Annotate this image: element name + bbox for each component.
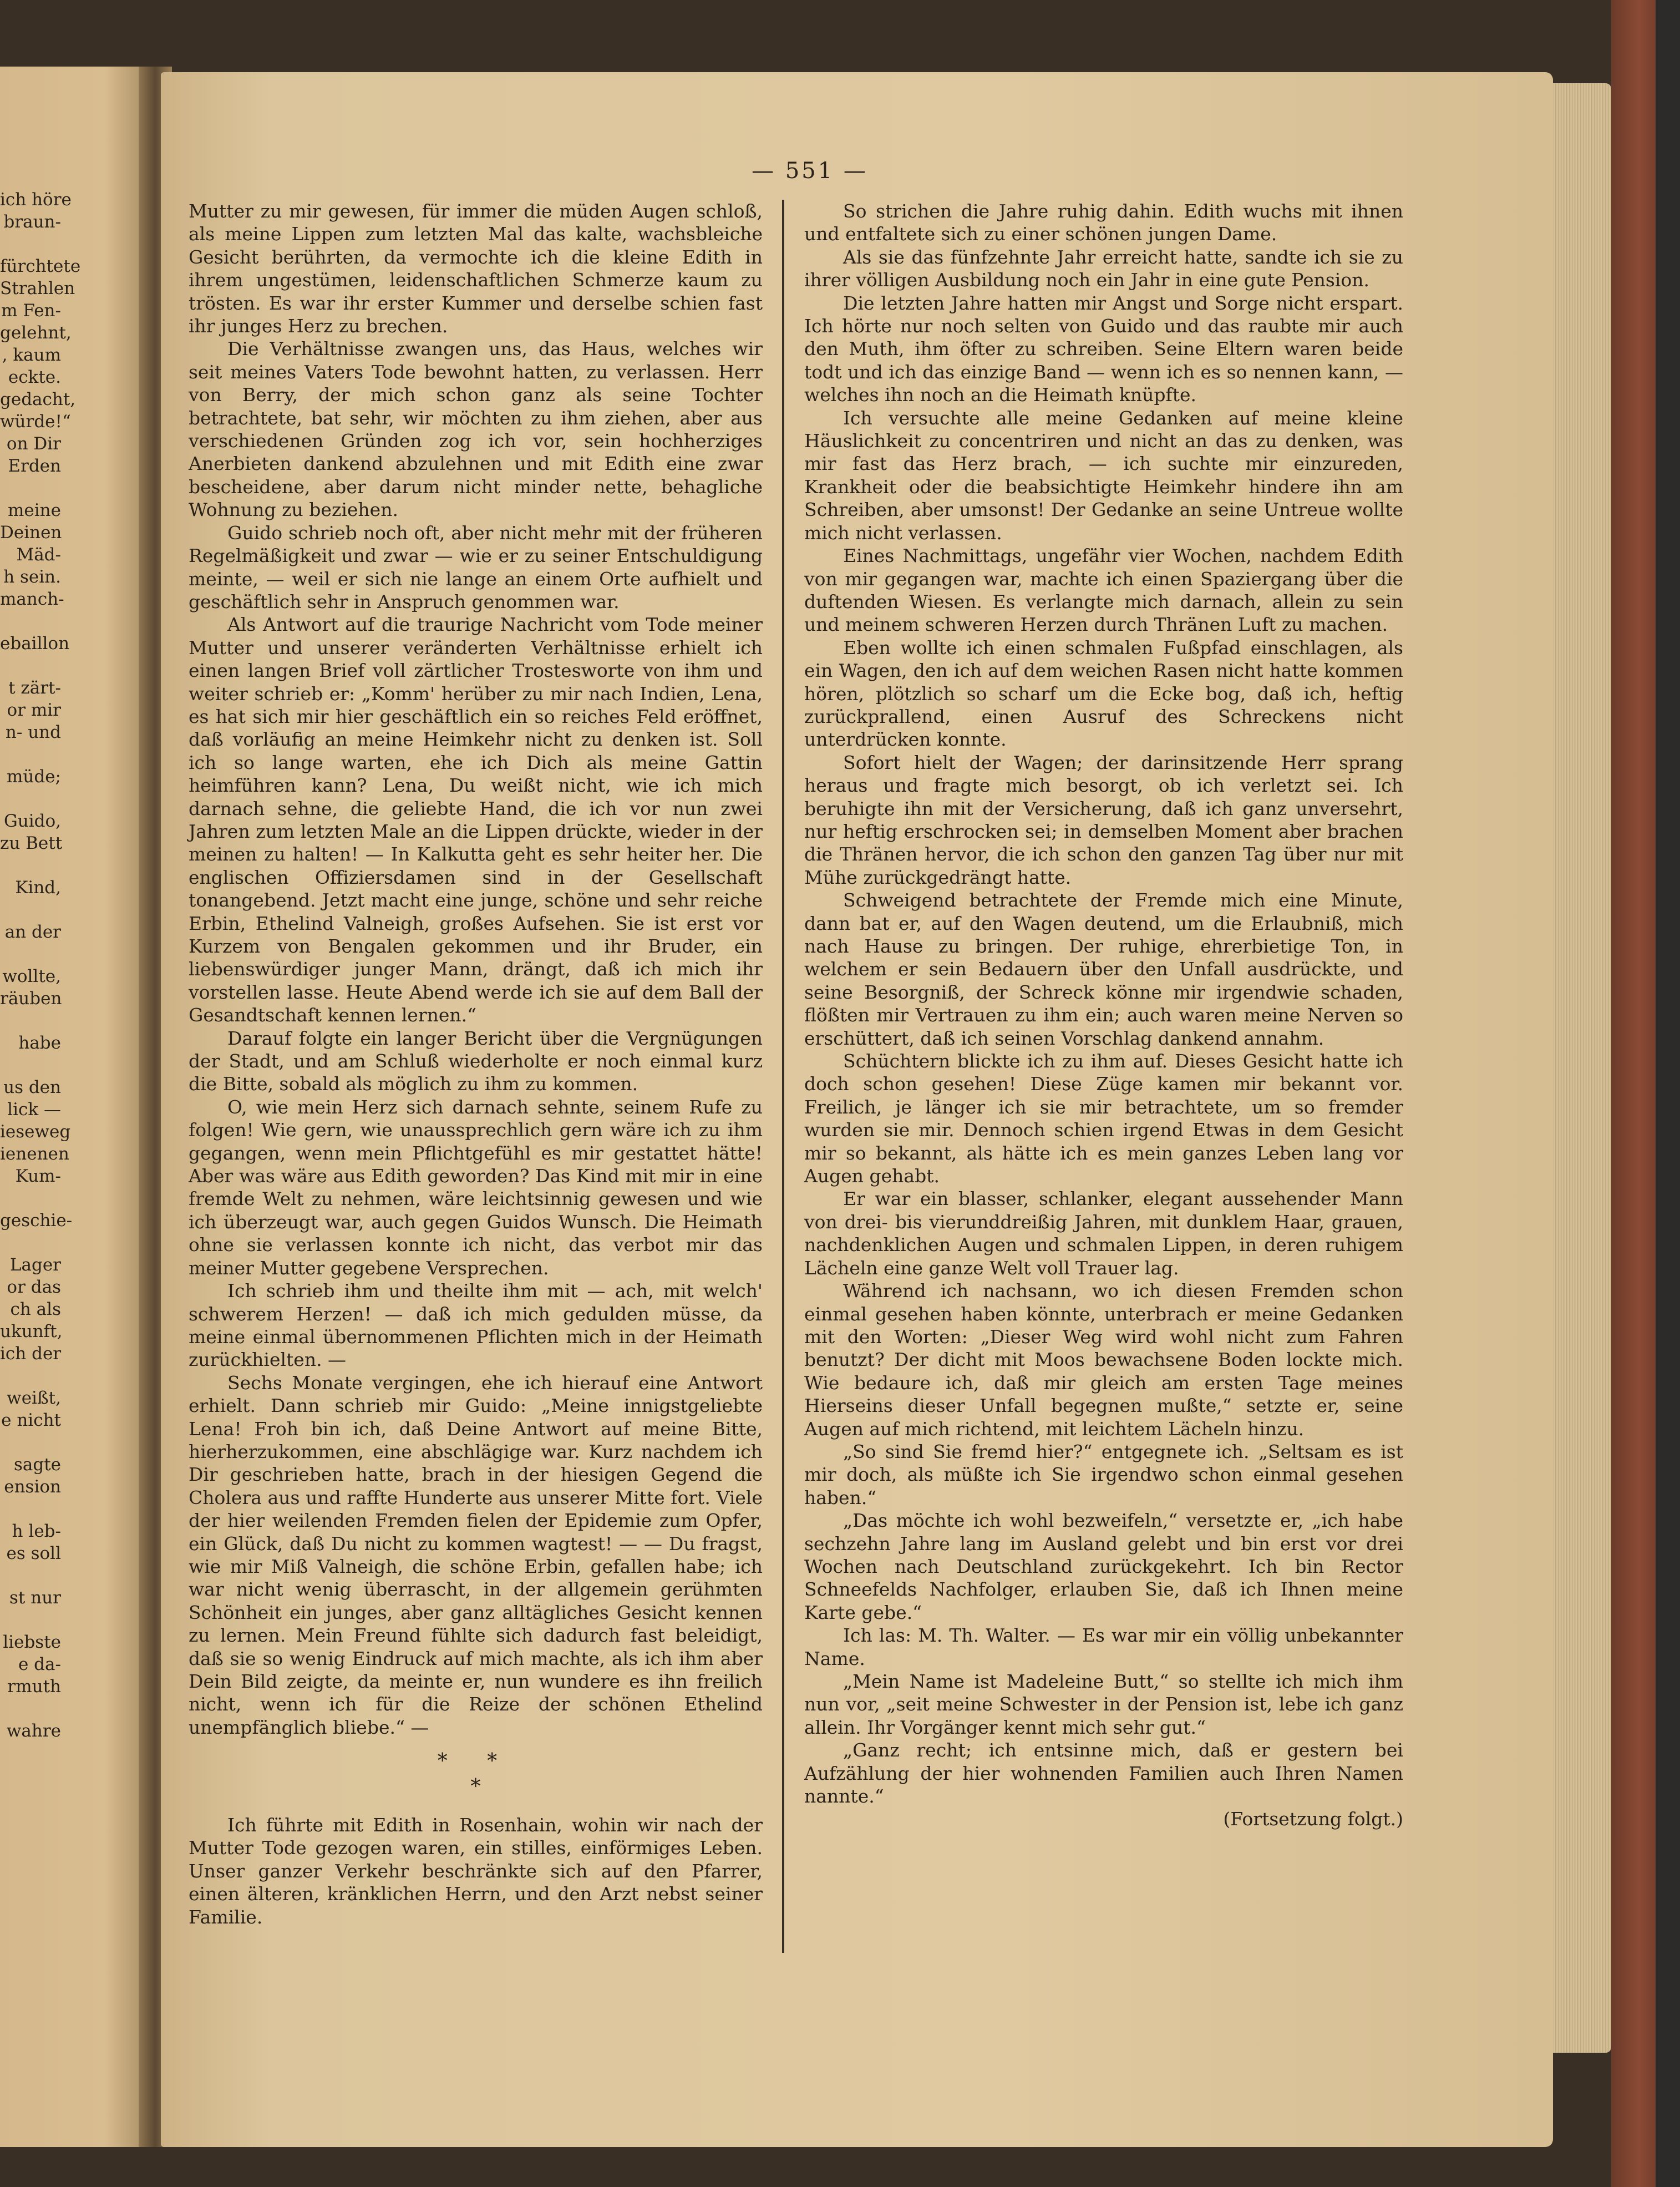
left-page-fragment: geschie- [0,1211,73,1231]
left-page-fragment: rmuth [7,1677,61,1697]
left-page-fragment: müde; [7,767,61,787]
left-page-fragment: es soll [6,1543,61,1563]
left-page-fragment: or das [7,1277,61,1297]
left-page-fragment: würde!“ [0,412,71,432]
left-page-fragment [0,1187,61,1209]
left-page-fragment: gelehnt, [0,323,72,343]
paragraph: Ich versuchte alle meine Gedanken auf meine kleine Häuslichkeit zu concentriren und nicht an das zu denken, was mir fast das Herz brach, — ich suchte mir einzureden, Krankheit oder die beabsichtigte Heimkehr hindere ihn am Schreiben, aber umsonst! Der Gedanke an seine Untreue wollte mich nicht verlassen. [804,407,1403,544]
paragraph: Guido schrieb noch oft, aber nicht mehr mit der früheren Regelmäßigkeit und zwar — wie er zu seiner Entschuldigung meinte, — weil er sich nie lange an einem Orte aufhielt und geschäftlich sehr in Anspruch genommen war. [189,522,763,612]
paragraph: Schweigend betrachtete der Fremde mich eine Minute, dann bat er, auf den Wagen deutend, um die Erlaubniß, mich nach Hause zu bringen. Der ruhige, ehrerbietige Ton, in welchem er sein Bedauern über den Unfall ausdrückte, und seine Besorgniß, der Schreck könne mir irgendwie schaden, flößten mir Vertrauen zu ihm ein; auch waren meine Nerven so erschüttert, daß ich seinen Vorschlag dankend annahm. [804,889,1403,1049]
paragraph: Als Antwort auf die traurige Nachricht vom Tode meiner Mutter und unserer veränderten Verhältnisse erhielt ich einen langen Brief voll zärtlicher Trostesworte von ihm und weiter schrieb er: „Komm' herüber zu mir nach Indien, Lena, es hat sich mir hier geschäftlich ein so reiches Feld eröffnet, daß vorläufig an meine Heimkehr nicht zu denken ist. Soll ich so lange warten, ehe ich Dich als meine Gattin heimführen kann? Lena, Du weißt nicht, wie ich mich darnach sehne, die geliebte Hand, die ich vor nun zwei Jahren zum letzten Male an die Lippen drückte, wieder in der meinen zu halten! — In Kalkutta geht es sehr heiter her. Die englischen Offiziersdamen sind in der Gesellschaft tonangebend. Jetzt macht eine junge, schöne und sehr reiche Erbin, Ethelind Valneigh, großes Aufsehen. Sie ist erst vor Kurzem von Bengalen gekommen und ihr Bruder, ein liebenswürdiger junger Mann, drängt, daß ich mich ihr vorstellen lasse. Heute Abend werde ich sie auf dem Ball der Gesandtschaft kennen lernen.“ [189,614,763,1026]
left-page-fragment: Strahlen [0,279,75,298]
paragraph: Während ich nachsann, wo ich diesen Fremden schon einmal gesehen haben könnte, unterbrach er meine Gedanken mit den Worten: „Dieser Weg wird wohl nicht zum Fahren benutzt? Der dicht mit Moos bewachsene Boden lockte mich. Wie bedaure ich, daß mir gleich am ersten Tage meines Hierseins dieser Unfall begegnen mußte,“ setzte er, seine Augen auf mich richtend, mit leichtem Lächeln hinzu. [804,1280,1403,1440]
paragraph: Ich führte mit Edith in Rosenhain, wohin wir nach der Mutter Tode gezogen waren, ein stilles, einförmiges Leben. Unser ganzer Verkehr beschränkte sich auf den Pfarrer, einen älteren, kränklichen Herrn, und den Arzt nebst seiner Familie. [189,1814,763,1928]
paragraph: Die letzten Jahre hatten mir Angst und Sorge nicht erspart. Ich hörte nur noch selten von Guido und das raubte mir auch den Muth, ihm öfter zu schreiben. Seine Eltern waren beide todt und ich das einzige Band — wenn ich es so nennen kann, — welches ihn noch an die Heimath knüpfte. [804,292,1403,406]
section-separator-stars: * * [437,1750,514,1773]
left-page-fragment [0,854,61,877]
left-column [189,200,763,1928]
section-separator-star: * [470,1775,481,1798]
left-page-fragment: zu Bett [0,833,63,853]
left-page-fragment: Kum- [15,1166,61,1186]
left-page-fragment: ukunft, [0,1322,63,1341]
left-page-fragment [0,743,61,766]
left-page-fragment [0,1609,61,1631]
left-page-fragment [0,1365,61,1387]
left-page-fragment [0,899,61,921]
left-page-fragment [0,655,61,677]
left-page-fragment: , kaum [2,345,61,365]
left-page-fragment [0,1232,61,1254]
left-page-fragment [0,1698,61,1720]
left-page-fragment: ension [4,1477,61,1497]
left-page-fragment [0,610,61,632]
paragraph: „So sind Sie fremd hier?“ entgegnete ich. „Seltsam es ist mir doch, als müßte ich Sie irgendwo schon einmal gesehen haben.“ [804,1440,1403,1508]
left-page-fragment: ich der [0,1344,62,1364]
left-page-fragment [0,1498,61,1520]
left-page-fragment: manch- [0,589,64,609]
paragraph: Eines Nachmittags, ungefähr vier Wochen, nachdem Edith von mir gegangen war, machte ich einen Spaziergang über die duftenden Wiesen. Es verlangte mich darnach, allein zu sein und meinem schweren Herzen durch Thränen Luft zu machen. [804,545,1403,636]
paragraph: So strichen die Jahre ruhig dahin. Edith wuchs mit ihnen und entfaltete sich zu einer schönen jungen Dame. [804,200,1403,245]
left-page-fragment: Guido, [3,811,61,831]
continued-note: (Fortsetzung folgt.) [1223,1808,1403,1830]
left-page-fragment [0,1010,61,1032]
left-page-fragment: eckte. [8,367,61,387]
left-page-fragment: räuben [0,989,62,1009]
left-page-fragment: us den [3,1077,61,1097]
left-page-fragment: ich höre [0,190,72,210]
paragraph: Ich las: M. Th. Walter. — Es war mir ein völlig unbekannter Name. [804,1624,1403,1669]
left-page-fragment [0,1431,61,1454]
paragraph: Sofort hielt der Wagen; der darinsitzende Herr sprang heraus und fragte mich besorgt, ob ich verletzt sei. Ich beruhigte ihn mit der Versicherung, daß ich ganz unversehrt, nur heftig erschrocken sei; in demselben Moment aber brachen die Thränen hervor, die ich schon den ganzen Tag über nur mit Mühe zurückgedrängt hatte. [804,751,1403,888]
left-page-fragment: fürchtete [0,256,81,276]
page-number: — 551 — [752,158,868,184]
paragraph: Als sie das fünfzehnte Jahr erreicht hatte, sandte ich sie zu ihrer völligen Ausbildung noch ein Jahr in eine gute Pension. [804,246,1403,291]
left-page-fragment: Lager [9,1255,61,1275]
left-page-fragment: braun- [3,212,61,232]
left-page-fragment: meine [8,500,61,520]
left-page-fragment: n- und [5,722,61,742]
paragraph: Darauf folgte ein langer Bericht über die Vergnügungen der Stadt, und am Schluß wiederholte er noch einmal kurz die Bitte, sobald als möglich zu ihm zu kommen. [189,1027,763,1095]
left-page-fragment: gedacht, [0,389,76,409]
paragraph: Er war ein blasser, schlanker, elegant aussehender Mann von drei- bis vierunddreißig Jahren, mit dunklem Haar, grauen, nachdenklichen Augen und schmalen Lippen, in deren ruhigem Lächeln eine ganze Welt voll Trauer lag. [804,1188,1403,1279]
left-page-fragment: ebaillon [0,634,70,654]
left-page-fragment: st nur [9,1588,61,1608]
left-page-fragment: habe [18,1033,61,1053]
left-page-fragment: Erden [8,456,61,476]
paragraph: O, wie mein Herz sich darnach sehnte, seinem Rufe zu folgen! Wie gern, wie unaussprechlich gern wäre ich zu ihm gegangen, wenn mein Pflichtgefühl es mir gestattet hätte! Aber was wäre aus Edith geworden? Das Kind mit mir in eine fremde Welt zu nehmen, wäre leichtsinnig gewesen und wie ich überzeugt war, auch gegen Guidos Wunsch. Die Heimath ohne sie verlassen konnte ich nicht, das verbot mir das meiner Mutter gegebene Versprechen. [189,1096,763,1279]
paragraph: Die Verhältnisse zwangen uns, das Haus, welches wir seit meines Vaters Tode bewohnt hatten, zu verlassen. Herr von Berry, der mich schon ganz als seine Tochter betrachtete, bat sehr, wir möchten zu ihm ziehen, aber aus verschiedenen Gründen zog ich vor, sein hochherziges Anerbieten dankend abzulehnen und mit Edith eine zwar bescheidene, aber darum nicht minder nette, behagliche Wohnung zu beziehen. [189,338,763,521]
paragraph: Eben wollte ich einen schmalen Fußpfad einschlagen, als ein Wagen, den ich auf dem weichen Rasen nicht hatte kommen hören, plötzlich so scharf um die Ecke bog, daß ich, heftig zurückprallend, einen Ausruf des Schreckens nicht unterdrücken konnte. [804,636,1403,751]
left-page-fragment: wollte, [2,966,61,986]
left-page-fragment: wahre [6,1721,61,1741]
left-page-fragment: liebste [3,1632,61,1652]
left-page-fragment [0,943,61,965]
left-page-fragment: sagte [13,1455,61,1475]
left-page-fragment: ch als [10,1299,61,1319]
left-page-fragment: an der [4,922,61,942]
left-page-fragment [0,1565,61,1587]
left-page-fragment: ienenen [0,1144,69,1164]
left-page-text-fragments [0,189,81,1742]
left-page-fragment: on Dir [6,434,61,454]
book-spine-edge [1656,0,1680,2187]
page-edges [1547,83,1611,2053]
right-column [804,200,1403,1831]
left-page-fragment: t zärt- [8,678,61,698]
left-page-fragment [0,233,61,255]
left-page-fragment: weißt, [7,1388,61,1408]
paragraph: Sechs Monate vergingen, ehe ich hierauf eine Antwort erhielt. Dann schrieb mir Guido: „Meine innigstgeliebte Lena! Froh bin ich, daß Deine Antwort auf meine Bitte, hierherzukommen, eine abschlägige war. Kurz nachdem ich Dir geschrieben hatte, brach in der hiesigen Gegend die Cholera aus und raffte Hunderte aus unserer Mitte fort. Viele der hier weilenden Fremden fielen der Epidemie zum Opfer, ein Glück, daß Du nicht zu kommen wagtest! — — Du fragst, wie mir Miß Valneigh, die schöne Erbin, gefallen habe; ich war nicht wenig überrascht, in der allgemein gerühmten Schönheit ein junges, aber ganz alltägliches Gesicht kennen zu lernen. Mein Freund fühlte sich dadurch fast beleidigt, daß sie so wenig Eindruck auf mich machte, als ich ihm aber Dein Bild zeigte, da meinte er, nun wundere es ihn freilich nicht, wenn ich für die Reize der schönen Ethelind unempfänglich bliebe.“ — [189,1371,763,1738]
paragraph: Mutter zu mir gewesen, für immer die müden Augen schloß, als meine Lippen zum letzten Mal das kalte, wachsbleiche Gesicht berührten, da vermochte ich die kleine Edith in ihrem ungestümen, leidenschaftlichen Schmerze kaum zu trösten. Es war ihr erster Kummer und derselbe schien fast ihr junges Herz zu brechen. [189,200,763,337]
left-page-fragment [0,1054,61,1076]
left-page-fragment: lick — [7,1100,61,1120]
left-page-fragment: or mir [7,700,61,720]
column-divider [782,200,784,1953]
left-page-fragment: e da- [18,1654,61,1674]
paragraph: Ich schrieb ihm und theilte ihm mit — ach, mit welch' schwerem Herzen! — daß ich mich gedulden müsse, da meine einmal übernommenen Pflichten mich in der Heimath zurückhielten. — [189,1280,763,1371]
left-page-fragment: ieseweg [0,1122,71,1142]
left-page-fragment: h leb- [12,1521,61,1541]
paragraph: „Mein Name ist Madeleine Butt,“ so stellte ich mich ihm nun vor, „seit meine Schwester in der Pension ist, lebe ich ganz allein. Ihr Vorgänger kennt mich sehr gut.“ [804,1670,1403,1738]
left-page-fragment: m Fen- [1,301,61,321]
left-page-fragment: Deinen [0,523,62,543]
left-page-fragment: Kind, [15,878,61,898]
paragraph: Schüchtern blickte ich zu ihm auf. Dieses Gesicht hatte ich doch schon gesehen! Diese Züge kamen mir bekannt vor. Freilich, je länger ich sie mir betrachtete, um so fremder wurden sie mir. Dennoch schien irgend Etwas in dem Gesicht mir so bekannt, als hätte ich es mein ganzes Leben lang vor Augen gehabt. [804,1050,1403,1187]
left-page-fragment [0,788,61,810]
left-page-fragment: Mäd- [16,545,61,565]
left-page-fragment: h sein. [3,567,61,587]
paragraph: „Das möchte ich wohl bezweifeln,“ versetzte er, „ich habe sechzehn Jahre lang im Ausland gelebt und bin erst vor drei Wochen nach Deutschland zurückgekehrt. Ich bin Rector Schneefelds Nachfolger, erlauben Sie, daß ich Ihnen meine Karte gebe.“ [804,1510,1403,1623]
paragraph: „Ganz recht; ich entsinne mich, daß er gestern bei Aufzählung der hier wohnenden Familien auch Ihren Namen nannte.“ [804,1739,1403,1808]
left-page-fragment [0,477,61,499]
left-page-fragment: e nicht [1,1410,61,1430]
